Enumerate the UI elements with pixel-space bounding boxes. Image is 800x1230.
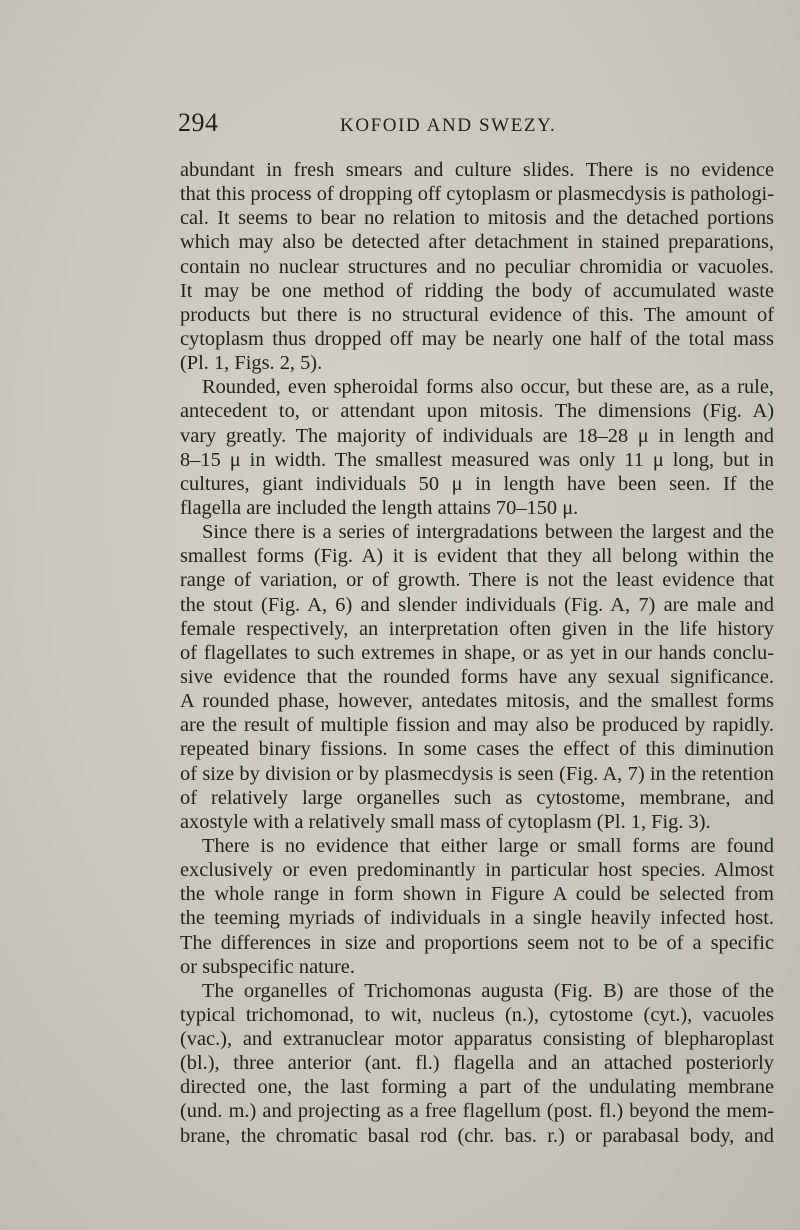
text-line: are the result of multiple fission and may also be produced by rapidly. <box>180 714 774 737</box>
body-text <box>180 158 774 1148</box>
text-line: sive evidence that the rounded forms have any sexual significance. <box>180 665 774 688</box>
text-line: cal. It seems to bear no relation to mitosis and the detached portions <box>180 207 774 230</box>
text-line: Since there is a series of intergradations between the largest and the <box>202 521 774 544</box>
text-line: contain no nuclear structures and no peculiar chromidia or vacuoles. <box>180 255 774 278</box>
text-line: the whole range in form shown in Figure A could be selected from <box>180 883 774 906</box>
text-line: antecedent to, or attendant upon mitosis. The dimensions (Fig. A) <box>180 400 774 423</box>
page-header <box>178 108 768 144</box>
text-line: (Pl. 1, Figs. 2, 5). <box>180 352 323 375</box>
running-head: KOFOID AND SWEZY. <box>340 115 557 136</box>
text-line: flagella are included the length attains 70–150 μ. <box>180 496 579 519</box>
text-line: smallest forms (Fig. A) it is evident that they all belong within the <box>180 545 774 568</box>
text-line: cultures, giant individuals 50 μ in length have been seen. If the <box>180 472 774 495</box>
text-line: The organelles of Trichomonas augusta (Fig. B) are those of the <box>202 979 774 1002</box>
text-line: axostyle with a relatively small mass of cytoplasm (Pl. 1, Fig. 3). <box>180 810 711 833</box>
text-line: (bl.), three anterior (ant. fl.) flagella and an attached posteriorly <box>180 1052 774 1075</box>
text-line: or subspecific nature. <box>180 955 355 978</box>
text-line: the teeming myriads of individuals in a single heavily infected host. <box>180 907 774 930</box>
text-line: of relatively large organelles such as cytostome, membrane, and <box>180 786 774 809</box>
text-line: exclusively or even predominantly in particular host species. Almost <box>180 859 774 882</box>
text-line: typical trichomonad, to wit, nucleus (n.), cytostome (cyt.), vacuoles <box>180 1003 774 1026</box>
text-line: There is no evidence that either large or small forms are found <box>202 834 774 857</box>
text-line: brane, the chromatic basal rod (chr. bas. r.) or parabasal body, and <box>180 1124 774 1147</box>
text-line: the stout (Fig. A, 6) and slender individuals (Fig. A, 7) are male and <box>180 593 774 616</box>
text-line: products but there is no structural evidence of this. The amount of <box>180 303 774 326</box>
text-line: Rounded, even spheroidal forms also occur, but these are, as a rule, <box>202 376 774 399</box>
text-line: It may be one method of ridding the body of accumulated waste <box>180 279 774 302</box>
text-line: abundant in fresh smears and culture slides. There is no evidence <box>180 159 774 181</box>
text-line: range of variation, or of growth. There is not the least evidence that <box>180 569 774 592</box>
text-line: which may also be detected after detachment in stained preparations, <box>180 231 774 254</box>
text-line: of flagellates to such extremes in shape, or as yet in our hands conclu- <box>180 641 774 664</box>
text-line: directed one, the last forming a part of the undulating membrane <box>180 1076 774 1099</box>
text-line: (und. m.) and projecting as a free flagellum (post. fl.) beyond the mem- <box>180 1100 774 1123</box>
page-number: 294 <box>178 108 219 137</box>
text-line: female respectively, an interpretation often given in the life history <box>180 617 774 640</box>
text-line: The differences in size and proportions seem not to be of a specific <box>180 931 774 954</box>
text-line: vary greatly. The majority of individuals are 18–28 μ in length and <box>180 424 774 447</box>
text-line: repeated binary fissions. In some cases the effect of this diminution <box>180 738 774 761</box>
text-line: cytoplasm thus dropped off may be nearly one half of the total mass <box>180 327 774 350</box>
text-line: A rounded phase, however, antedates mitosis, and the smallest forms <box>180 690 774 713</box>
text-line: (vac.), and extranuclear motor apparatus consisting of blepharoplast <box>180 1028 774 1051</box>
text-line: of size by division or by plasmecdysis is seen (Fig. A, 7) in the retention <box>180 762 774 785</box>
text-line: that this process of dropping off cytoplasm or plasmecdysis is pathologi- <box>180 183 774 206</box>
text-line: 8–15 μ in width. The smallest measured was only 11 μ long, but in <box>180 448 774 471</box>
